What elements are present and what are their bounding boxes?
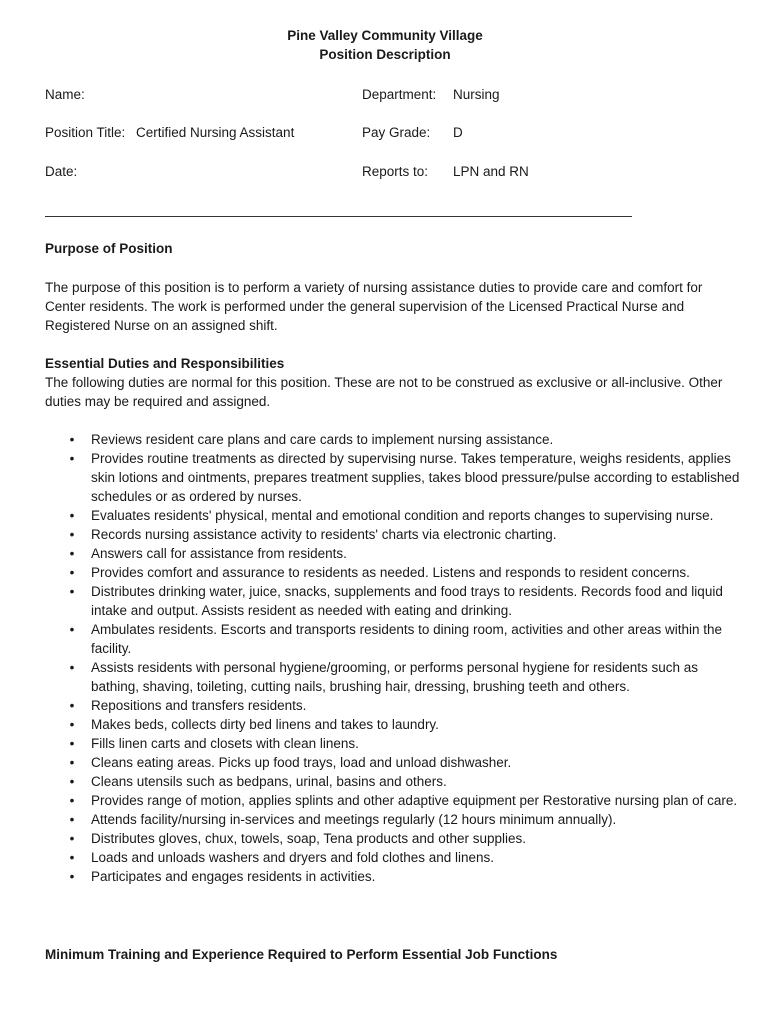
duty-item [45, 848, 745, 867]
bullet-icon: • [69, 850, 75, 865]
reports-to-label: Reports to: [362, 164, 429, 179]
duty-item [45, 620, 745, 658]
bullet-icon: • [69, 508, 75, 523]
name-label: Name: [45, 87, 85, 102]
separator-line [45, 216, 632, 217]
duty-text: Attends facility/nursing in-services and meetings regularly (12 hours minimum annually). [91, 812, 617, 827]
duty-text: Cleans utensils such as bedpans, urinal, basins and others. [91, 774, 447, 789]
position-title-value: Certified Nursing Assistant [136, 125, 295, 140]
duty-text: Makes beds, collects dirty bed linens and takes to laundry. [91, 717, 439, 732]
duty-text: Answers call for assistance from residents. [91, 546, 347, 561]
bullet-icon: • [69, 660, 75, 675]
bullet-icon: • [69, 717, 75, 732]
bullet-icon: • [69, 546, 75, 561]
duty-item [45, 772, 745, 791]
document-title: Position Description [319, 47, 451, 62]
bullet-icon: • [69, 622, 75, 637]
bullet-icon: • [69, 432, 75, 447]
duty-text: Provides comfort and assurance to residents as needed. Listens and responds to resident concerns. [91, 565, 690, 580]
duty-item [45, 430, 745, 449]
duties-heading: Essential Duties and Responsibilities [45, 356, 285, 371]
duty-text: Provides routine treatments as directed by supervising nurse. Takes temperature, weighs residents, applies skin lotions and ointments, prepares treatment supplies, takes blood pressure/pulse according to established schedules or as ordered by nurses. [91, 451, 740, 504]
duty-text: Reviews resident care plans and care cards to implement nursing assistance. [91, 432, 554, 447]
duty-item [45, 582, 745, 620]
duty-text: Repositions and transfers residents. [91, 698, 307, 713]
duty-text: Participates and engages residents in activities. [91, 869, 376, 884]
bullet-icon: • [69, 755, 75, 770]
duty-text: Evaluates residents' physical, mental and emotional condition and reports changes to supervising nurse. [91, 508, 714, 523]
duty-text: Fills linen carts and closets with clean linens. [91, 736, 359, 751]
purpose-heading: Purpose of Position [45, 241, 173, 256]
pay-grade-label: Pay Grade: [362, 125, 431, 140]
duty-item [45, 753, 745, 772]
duty-text: Distributes gloves, chux, towels, soap, Tena products and other supplies. [91, 831, 526, 846]
duty-text: Provides range of motion, applies splints and other adaptive equipment per Restorative nursing plan of care. [91, 793, 738, 808]
bullet-icon: • [69, 698, 75, 713]
duty-item [45, 563, 745, 582]
reports-to-value: LPN and RN [453, 164, 529, 179]
duty-text: Ambulates residents. Escorts and transports residents to dining room, activities and other areas within the facility. [91, 622, 723, 656]
bullet-icon: • [69, 736, 75, 751]
position-title-label: Position Title: [45, 125, 126, 140]
duty-item [45, 867, 745, 886]
bullet-icon: • [69, 451, 75, 466]
bullet-icon: • [69, 527, 75, 542]
duty-item [45, 810, 745, 829]
duty-item [45, 658, 745, 696]
department-label: Department: [362, 87, 437, 102]
duty-text: Records nursing assistance activity to residents' charts via electronic charting. [91, 527, 557, 542]
duty-item [45, 449, 745, 506]
duties-intro: The following duties are normal for this position. These are not to be construed as exclusive or all-inclusive. Other duties may be required and assigned. [45, 375, 723, 409]
date-label: Date: [45, 164, 78, 179]
duty-text: Assists residents with personal hygiene/grooming, or performs personal hygiene for residents such as bathing, shaving, toileting, cutting nails, brushing hair, dressing, brushing teeth and others. [91, 660, 699, 694]
duties-list [45, 430, 745, 886]
training-heading: Minimum Training and Experience Required to Perform Essential Job Functions [45, 947, 558, 962]
bullet-icon: • [69, 831, 75, 846]
duty-item [45, 734, 745, 753]
duty-item [45, 829, 745, 848]
organization-title: Pine Valley Community Village [287, 28, 483, 43]
duty-item [45, 696, 745, 715]
pay-grade-value: D [453, 125, 463, 140]
bullet-icon: • [69, 565, 75, 580]
bullet-icon: • [69, 774, 75, 789]
bullet-icon: • [69, 584, 75, 599]
bullet-icon: • [69, 869, 75, 884]
duty-item [45, 506, 745, 525]
purpose-text: The purpose of this position is to perform a variety of nursing assistance duties to provide care and comfort for Center residents. The work is performed under the general supervision of the Licensed Practical Nurse and Registered Nurse on an assigned shift. [45, 280, 703, 333]
duty-text: Distributes drinking water, juice, snacks, supplements and food trays to residents. Records food and liquid intake and output. Assists resident as needed with eating and drinking. [91, 584, 723, 618]
bullet-icon: • [69, 793, 75, 808]
duty-text: Cleans eating areas. Picks up food trays, load and unload dishwasher. [91, 755, 512, 770]
duty-item [45, 525, 745, 544]
duty-item [45, 715, 745, 734]
duty-text: Loads and unloads washers and dryers and fold clothes and linens. [91, 850, 495, 865]
duty-item [45, 544, 745, 563]
department-value: Nursing [453, 87, 500, 102]
duty-item [45, 791, 745, 810]
bullet-icon: • [69, 812, 75, 827]
